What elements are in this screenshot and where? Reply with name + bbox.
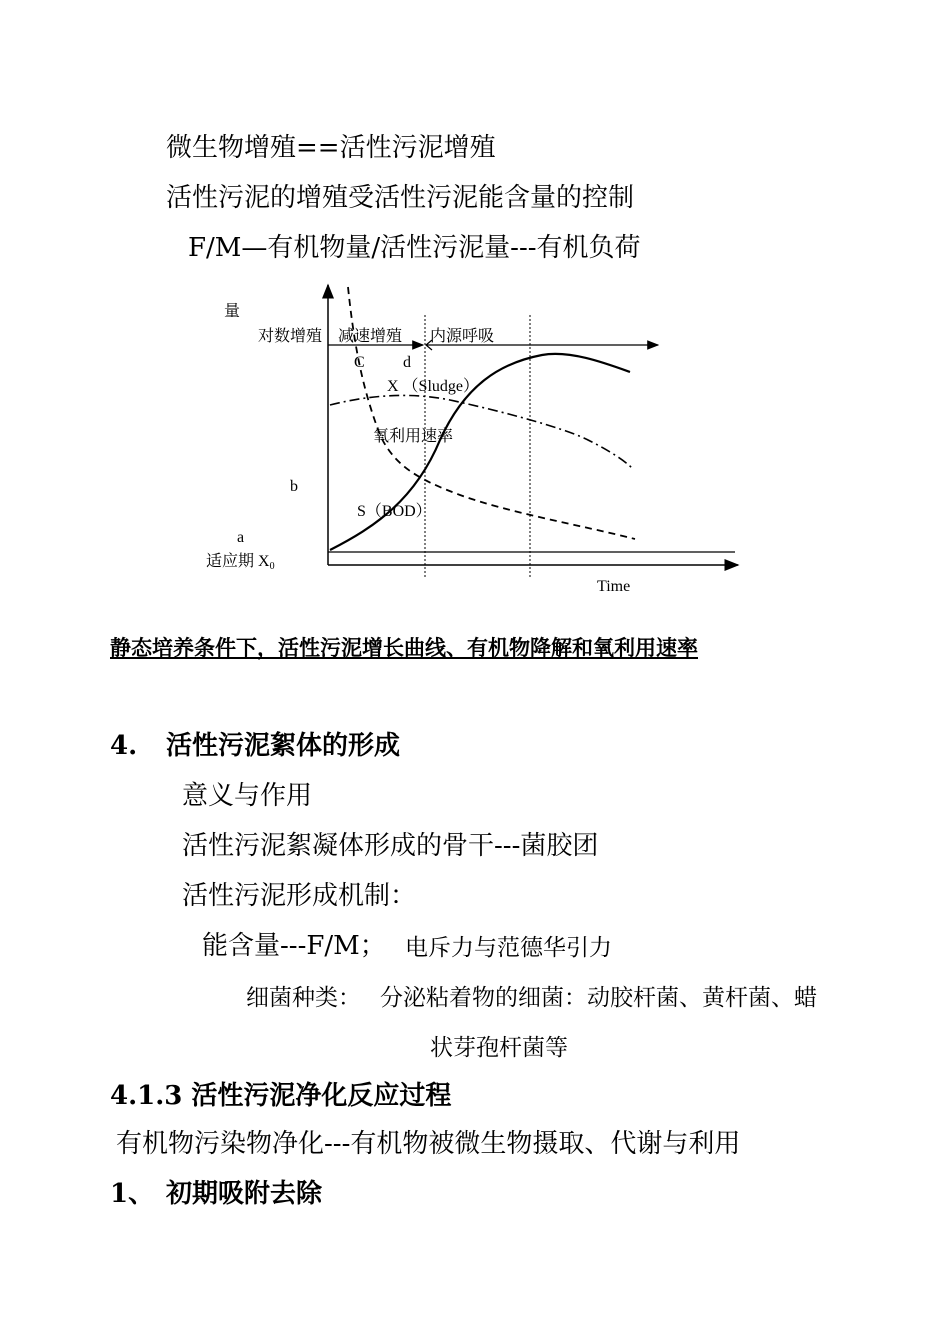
section-4-number: 4. bbox=[110, 731, 138, 761]
x-axis-label: Time bbox=[597, 578, 631, 595]
text-line-2: 活性污泥的增殖受活性污泥能含量的控制 bbox=[166, 183, 635, 213]
section-1-number: 1、 bbox=[110, 1179, 155, 1209]
bacteria-type-text: 分泌粘着物的细菌：动胶杆菌、黄杆菌、蜡 bbox=[380, 985, 817, 1011]
section-4-title: 活性污泥絮体的形成 bbox=[166, 731, 401, 761]
phase-log-label: 对数增殖 bbox=[258, 328, 323, 345]
phase-decel-label: 减速增殖 bbox=[338, 328, 403, 345]
point-b-label: b bbox=[290, 478, 298, 495]
energy-content-text: 能含量---F/M； bbox=[202, 931, 386, 961]
sludge-label: X （Sludge） bbox=[387, 378, 480, 395]
text-line-1: 微生物增殖==活性污泥增殖 bbox=[166, 133, 496, 163]
force-text: 电斥力与范德华引力 bbox=[405, 935, 612, 961]
section-4-line-3: 活性污泥形成机制： bbox=[182, 881, 417, 911]
bacteria-type-label: 细菌种类： bbox=[246, 985, 361, 1011]
adapt-label: 适应期 X0 bbox=[206, 553, 275, 572]
figure-caption: 静态培养条件下，活性污泥增长曲线、有机物降解和氧利用速率 bbox=[110, 635, 698, 660]
section-4-line-1: 意义与作用 bbox=[182, 781, 313, 811]
point-a-label: a bbox=[237, 529, 245, 546]
point-c-label: C bbox=[354, 354, 365, 371]
y-axis-label: 量 bbox=[224, 303, 241, 320]
section-4-line-2: 活性污泥絮凝体形成的骨干---菌胶团 bbox=[182, 831, 599, 861]
oxygen-label: 氧利用速率 bbox=[373, 428, 454, 445]
growth-curve-diagram bbox=[190, 275, 750, 605]
point-d-label: d bbox=[403, 354, 411, 371]
bod-curve bbox=[348, 287, 635, 539]
phase-endog-label: 内源呼吸 bbox=[430, 328, 495, 345]
text-line-3: F/M—有机物量/活性污泥量---有机负荷 bbox=[188, 233, 641, 263]
sludge-curve bbox=[330, 354, 630, 550]
bod-label: S（BOD） bbox=[357, 503, 432, 520]
bacteria-type-text-continued: 状芽孢杆菌等 bbox=[430, 1035, 568, 1061]
section-1-title: 初期吸附去除 bbox=[166, 1179, 323, 1209]
section-4-1-3-title: 4.1.3 活性污泥净化反应过程 bbox=[110, 1081, 452, 1111]
section-4-1-3-line: 有机物污染物净化---有机物被微生物摄取、代谢与利用 bbox=[116, 1129, 741, 1159]
